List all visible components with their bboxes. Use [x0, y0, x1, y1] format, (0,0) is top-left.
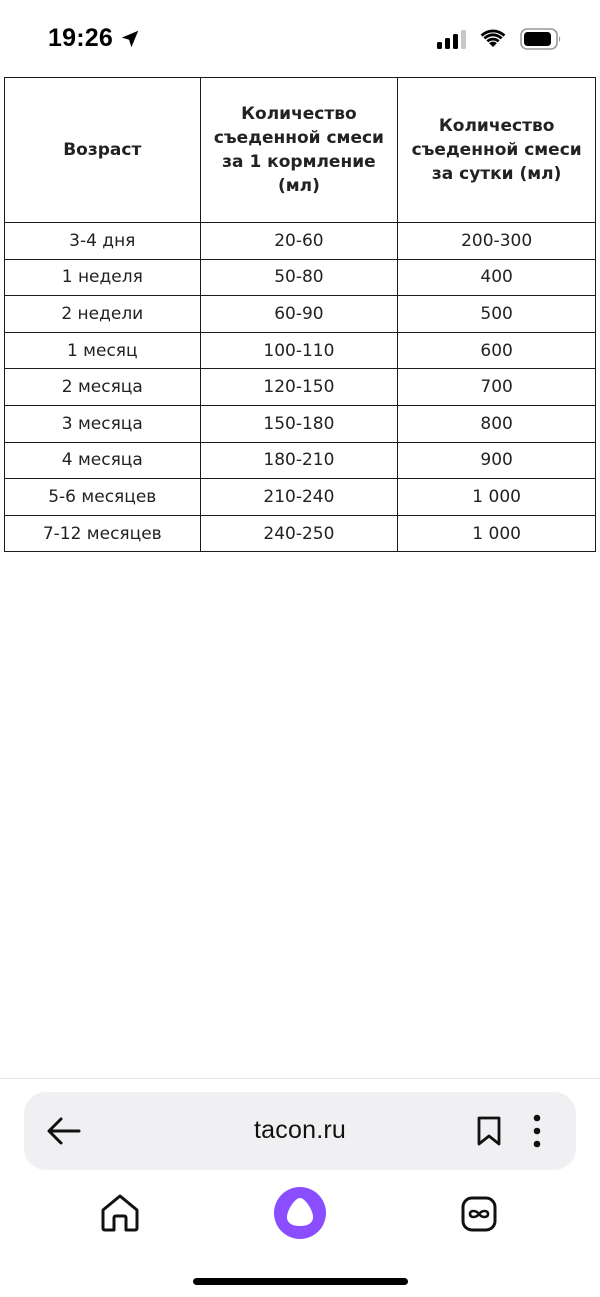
cell-per-day: 600 — [398, 332, 596, 369]
cell-per-feeding: 150-180 — [200, 405, 398, 442]
feeding-table-container — [4, 77, 596, 552]
cell-per-feeding: 100-110 — [200, 332, 398, 369]
cell-per-day: 700 — [398, 369, 596, 406]
table-row — [5, 296, 596, 333]
cell-age: 3-4 дня — [5, 223, 201, 260]
bookmark-icon[interactable] — [476, 1115, 502, 1147]
cell-per-feeding: 240-250 — [200, 515, 398, 552]
status-time — [48, 24, 141, 53]
cell-per-feeding: 60-90 — [200, 296, 398, 333]
table-row — [5, 442, 596, 479]
cell-per-day: 1 000 — [398, 479, 596, 516]
wifi-icon — [480, 29, 506, 49]
cell-per-day: 800 — [398, 405, 596, 442]
header-age: Возраст — [5, 78, 201, 223]
cellular-signal-icon — [437, 29, 466, 49]
cell-age: 4 месяца — [5, 442, 201, 479]
address-bar[interactable] — [24, 1092, 576, 1170]
cell-age: 2 недели — [5, 296, 201, 333]
status-bar — [0, 0, 600, 76]
home-indicator[interactable] — [193, 1278, 408, 1285]
cell-per-feeding: 180-210 — [200, 442, 398, 479]
table-row — [5, 479, 596, 516]
url-text[interactable]: tacon.ru — [254, 1116, 346, 1144]
cell-per-feeding: 20-60 — [200, 223, 398, 260]
cell-per-day: 1 000 — [398, 515, 596, 552]
cell-age: 2 месяца — [5, 369, 201, 406]
feeding-table — [4, 77, 596, 552]
cell-per-day: 400 — [398, 259, 596, 296]
table-row — [5, 259, 596, 296]
table-row — [5, 369, 596, 406]
status-time-text: 19:26 — [48, 24, 113, 52]
cell-age: 1 месяц — [5, 332, 201, 369]
cell-per-feeding: 210-240 — [200, 479, 398, 516]
battery-icon — [520, 28, 562, 50]
alice-assistant-icon[interactable] — [273, 1186, 327, 1240]
cell-age: 7-12 месяцев — [5, 515, 201, 552]
table-row — [5, 515, 596, 552]
services-icon[interactable] — [461, 1196, 497, 1232]
cell-age: 1 неделя — [5, 259, 201, 296]
table-row — [5, 405, 596, 442]
table-header-row — [5, 78, 596, 223]
table-row — [5, 332, 596, 369]
cell-per-day: 200-300 — [398, 223, 596, 260]
cell-per-day: 500 — [398, 296, 596, 333]
browser-nav-bar — [0, 1180, 600, 1260]
cell-age: 5-6 месяцев — [5, 479, 201, 516]
header-per-day: Количество съеденной смеси за сутки (мл) — [398, 78, 596, 223]
toolbar-divider — [0, 1078, 600, 1079]
header-per-feeding: Количество съеденной смеси за 1 кормление (мл) — [200, 78, 398, 223]
cell-per-day: 900 — [398, 442, 596, 479]
cell-per-feeding: 120-150 — [200, 369, 398, 406]
table-row — [5, 223, 596, 260]
home-icon[interactable] — [99, 1192, 141, 1234]
location-arrow-icon — [119, 28, 141, 50]
cell-age: 3 месяца — [5, 405, 201, 442]
cell-per-feeding: 50-80 — [200, 259, 398, 296]
status-indicators — [437, 28, 562, 50]
more-menu-icon[interactable] — [529, 1113, 545, 1149]
